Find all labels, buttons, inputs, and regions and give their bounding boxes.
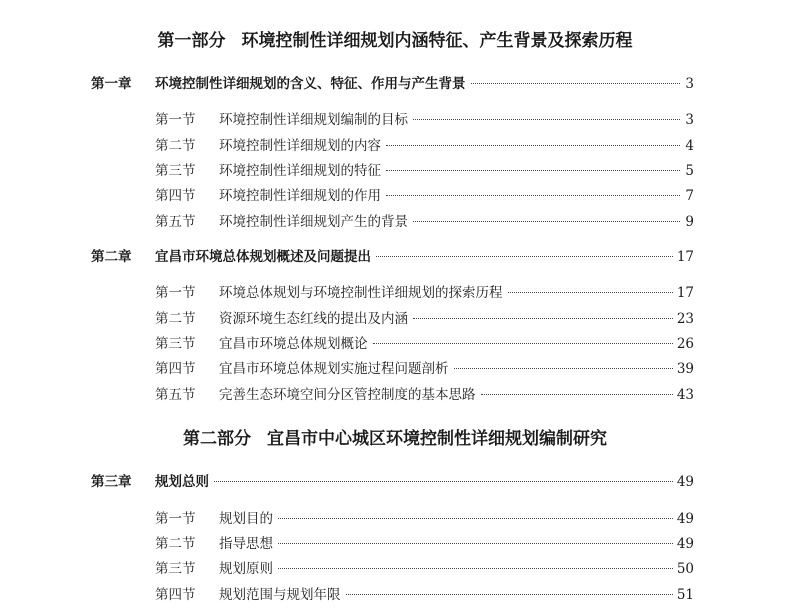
part-number: 第二部分 [183, 429, 251, 449]
dot-leader [214, 481, 673, 482]
chapter-title: 宜昌市环境总体规划概述及问题提出 [155, 249, 371, 265]
dot-leader [278, 518, 673, 519]
section-number: 第二节 [155, 138, 196, 154]
section-title: 环境控制性详细规划编制的目标 [219, 112, 408, 128]
toc-section-entry[interactable] [155, 159, 694, 179]
page-number: 51 [676, 587, 694, 603]
dot-leader [481, 394, 673, 395]
section-number: 第三节 [155, 163, 196, 179]
section-title: 宜昌市环境总体规划概论 [219, 336, 368, 352]
section-number: 第四节 [155, 587, 196, 603]
dot-leader [346, 594, 673, 595]
part-title [0, 424, 790, 449]
page-number: 43 [676, 387, 694, 403]
toc-section-entry[interactable] [155, 108, 694, 128]
part-title [0, 26, 790, 51]
toc-section-entry[interactable] [155, 557, 694, 577]
section-number: 第一节 [155, 511, 196, 527]
chapter-title: 规划总则 [155, 474, 209, 490]
section-title: 环境控制性详细规划的内容 [219, 138, 381, 154]
section-number: 第五节 [155, 214, 196, 230]
dot-leader [413, 318, 673, 319]
page-number: 26 [676, 336, 694, 352]
dot-leader [373, 343, 673, 344]
chapter-number: 第一章 [91, 76, 132, 92]
toc-section-entry[interactable] [155, 134, 694, 154]
section-title: 资源环境生态红线的提出及内涵 [219, 311, 408, 327]
section-title: 环境控制性详细规划的作用 [219, 188, 381, 204]
toc-section-entry[interactable] [155, 184, 694, 204]
page-number: 4 [685, 138, 694, 154]
dot-leader [386, 145, 680, 146]
section-title: 环境总体规划与环境控制性详细规划的探索历程 [219, 285, 503, 301]
toc-section-entry[interactable] [155, 307, 694, 327]
dot-leader [278, 568, 673, 569]
page-number: 3 [685, 112, 694, 128]
page-number: 49 [676, 511, 694, 527]
part-heading: 环境控制性详细规划内涵特征、产生背景及探索历程 [241, 31, 633, 51]
section-number: 第三节 [155, 336, 196, 352]
dot-leader [386, 195, 680, 196]
page-number: 50 [676, 561, 694, 577]
chapter-title: 环境控制性详细规划的含义、特征、作用与产生背景 [155, 76, 466, 92]
toc-section-entry[interactable] [155, 507, 694, 527]
section-number: 第五节 [155, 387, 196, 403]
page-number: 49 [676, 536, 694, 552]
section-number: 第四节 [155, 361, 196, 377]
section-title: 宜昌市环境总体规划实施过程问题剖析 [219, 361, 449, 377]
toc-section-entry[interactable] [155, 332, 694, 352]
section-title: 环境控制性详细规划产生的背景 [219, 214, 408, 230]
section-number: 第二节 [155, 536, 196, 552]
toc-section-entry[interactable] [155, 583, 694, 603]
toc-section-entry[interactable] [155, 357, 694, 377]
page-number: 49 [676, 474, 694, 490]
dot-leader [413, 119, 680, 120]
toc-section-entry[interactable] [155, 383, 694, 403]
page-number: 17 [676, 285, 694, 301]
section-number: 第三节 [155, 561, 196, 577]
section-number: 第一节 [155, 112, 196, 128]
page-number: 17 [676, 249, 694, 265]
toc-section-entry[interactable] [155, 532, 694, 552]
toc-chapter-entry[interactable] [91, 245, 694, 265]
toc-chapter-entry[interactable] [91, 470, 694, 490]
section-title: 规划范围与规划年限 [219, 587, 341, 603]
dot-leader [413, 221, 680, 222]
chapter-number: 第二章 [91, 249, 132, 265]
section-title: 规划目的 [219, 511, 273, 527]
page-number: 5 [685, 163, 694, 179]
section-number: 第一节 [155, 285, 196, 301]
page-number: 9 [685, 214, 694, 230]
dot-leader [376, 256, 673, 257]
section-title: 完善生态环境空间分区管控制度的基本思路 [219, 387, 476, 403]
section-number: 第四节 [155, 188, 196, 204]
section-title: 环境控制性详细规划的特征 [219, 163, 381, 179]
section-title: 指导思想 [219, 536, 273, 552]
dot-leader [471, 83, 681, 84]
toc-section-entry[interactable] [155, 281, 694, 301]
section-title: 规划原则 [219, 561, 273, 577]
page-number: 3 [685, 76, 694, 92]
dot-leader [278, 543, 673, 544]
dot-leader [508, 292, 673, 293]
toc-section-entry[interactable] [155, 210, 694, 230]
dot-leader [454, 368, 673, 369]
dot-leader [386, 170, 680, 171]
page-number: 39 [676, 361, 694, 377]
page-number: 23 [676, 311, 694, 327]
section-number: 第二节 [155, 311, 196, 327]
chapter-number: 第三章 [91, 474, 132, 490]
page-number: 7 [685, 188, 694, 204]
part-number: 第一部分 [157, 31, 226, 51]
toc-chapter-entry[interactable] [91, 72, 694, 92]
part-heading: 宜昌市中心城区环境控制性详细规划编制研究 [267, 429, 607, 449]
